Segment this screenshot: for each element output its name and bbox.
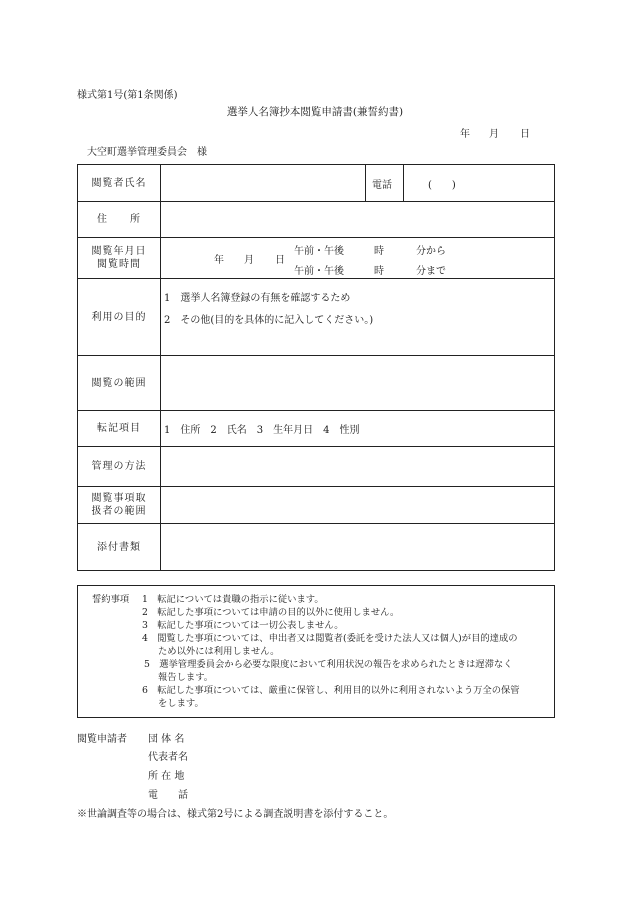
pledge-item: 2 転記した事項については申請の目的以外に使用しません。 — [142, 607, 400, 618]
footnote: ※世論調査等の場合は、様式第2号による調査説明書を添付すること。 — [77, 809, 394, 820]
transcription-items[interactable]: 1 住所 2 氏名 3 生年月日 4 性別 — [164, 425, 360, 436]
viewing-date-time-label: 閲覧年月日 閲覧時間 — [91, 246, 147, 270]
scope-label: 閲覧の範囲 — [91, 377, 147, 389]
pledge-item-continued: をします。 — [158, 698, 204, 709]
address-label: 住 所 — [97, 214, 141, 225]
date-year: 年 — [460, 129, 470, 140]
hour-from: 時 — [374, 246, 384, 257]
phone-area-code-field[interactable]: ( ) — [428, 180, 456, 191]
phone-label: 電話 — [372, 180, 392, 191]
pledge-item-continued: 報告します。 — [158, 672, 214, 683]
applicant-location-label: 所 在 地 — [148, 771, 185, 782]
document-title: 選挙人名簿抄本閲覧申請書(兼誓約書) — [226, 106, 404, 118]
ymd-month: 月 — [244, 255, 254, 266]
addressee: 大空町選挙管理委員会 様 — [87, 147, 207, 158]
ymd-day: 日 — [275, 255, 285, 266]
date-day: 日 — [520, 129, 530, 140]
purpose-label: 利用の目的 — [91, 311, 147, 323]
pledge-heading: 誓約事項 — [92, 594, 130, 605]
pledge-item: 5 選挙管理委員会から必要な限度において利用状況の報告を求められたときは遅滞なく — [144, 659, 513, 670]
applicant-org-name-label: 団 体 名 — [148, 734, 185, 745]
purpose-option-2[interactable]: 2 その他(目的を具体的に記入してください。) — [164, 315, 374, 326]
pledge-item: 4 閲覧した事項については、申出者又は閲覧者(委託を受けた法人又は個人)が目的達成の — [142, 633, 518, 644]
pledge-item-continued: ため以外には利用しません。 — [158, 646, 280, 657]
minute-from: 分から — [416, 246, 446, 257]
applicant-representative-label: 代表者名 — [148, 752, 188, 763]
management-label: 管理の方法 — [91, 461, 147, 472]
pledge-item: 6 転記した事項については、厳重に保管し、利用目的以外に利用されないよう万全の保管 — [142, 685, 520, 696]
date-month: 月 — [489, 129, 499, 140]
applicant-heading: 閲覧申請者 — [77, 734, 127, 745]
applicant-phone-label: 電 話 — [148, 790, 188, 801]
form-number: 様式第1号(第1条関係) — [77, 90, 178, 101]
handlers-scope-label: 閲覧事項取 扱者の範囲 — [91, 493, 147, 517]
ymd-year: 年 — [214, 255, 224, 266]
minute-to: 分まで — [416, 266, 446, 277]
viewer-name-label: 閲覧者氏名 — [91, 177, 147, 189]
application-table — [77, 164, 555, 571]
hour-to: 時 — [374, 266, 384, 277]
pledge-box — [77, 585, 555, 718]
attachments-label: 添付書類 — [97, 541, 141, 553]
ampm-from[interactable]: 午前・午後 — [294, 246, 344, 257]
ampm-to[interactable]: 午前・午後 — [294, 266, 344, 277]
pledge-item: 1 転記については貴職の指示に従います。 — [142, 594, 324, 605]
pledge-item: 3 転記した事項については一切公表しません。 — [142, 620, 344, 631]
purpose-option-1[interactable]: 1 選挙人名簿登録の有無を確認するため — [164, 293, 351, 304]
transcription-label: 転記項目 — [97, 423, 141, 434]
